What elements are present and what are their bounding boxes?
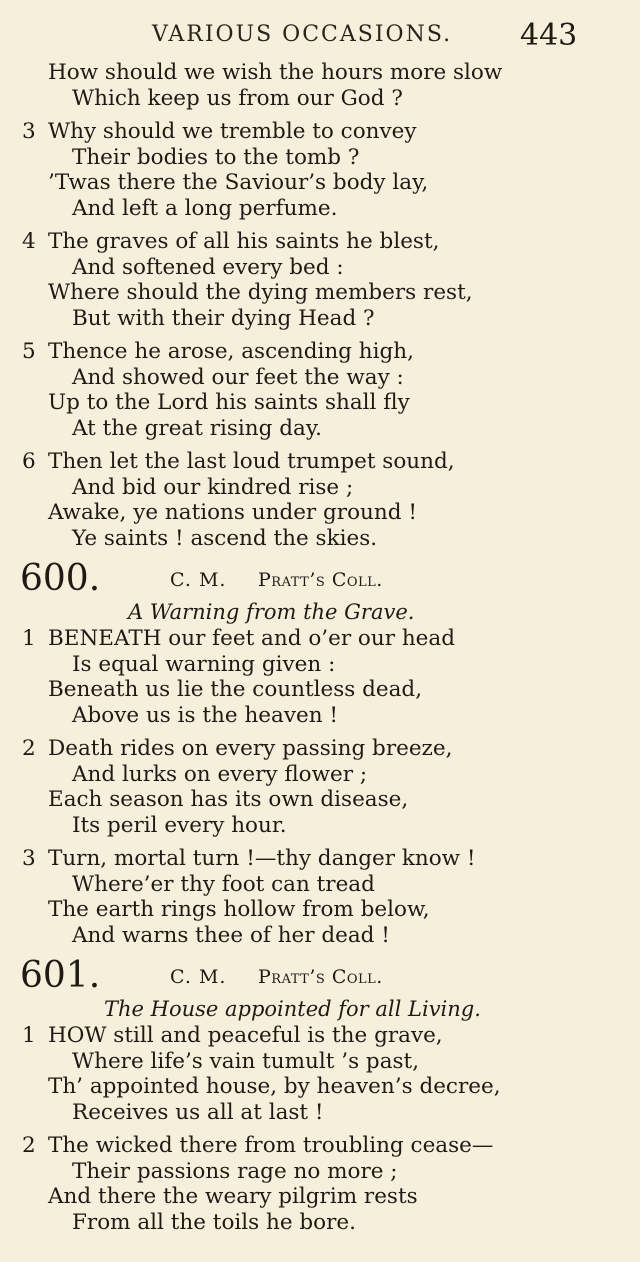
stanza-number: 1 (22, 1023, 36, 1048)
verse-line: And bid our kindred rise ; (72, 474, 354, 500)
hymn-header-600 (0, 559, 640, 599)
verse-line: And lurks on every flower ; (72, 761, 368, 787)
stanza (0, 626, 640, 728)
verse-line: And showed our feet the way : (72, 364, 404, 390)
verse-line: Ye saints ! ascend the skies. (72, 525, 378, 551)
stanza-number: 3 (22, 846, 36, 871)
verse-line: 6 Then let the last loud trumpet sound, (22, 449, 455, 474)
hymn-header-601 (0, 956, 640, 996)
stanza-number: 1 (22, 626, 36, 651)
stanza-number: 4 (22, 229, 36, 254)
verse-line: 1 BENEATH our feet and o’er our head (22, 626, 455, 651)
stanza-number: 3 (22, 119, 36, 144)
verse-line: Which keep us from our God ? (72, 85, 403, 111)
verse-line: And warns thee of her dead ! (72, 922, 390, 948)
verse-line: Where’er thy foot can tread (72, 871, 375, 897)
page-number: 443 (520, 18, 578, 53)
verse-line: Their bodies to the tomb ? (72, 144, 360, 170)
stanza-number: 5 (22, 339, 36, 364)
page-header (0, 18, 640, 58)
stanza (0, 339, 640, 441)
verse-line: 3 Why should we tremble to convey (22, 119, 417, 144)
hymn-source: Pratt’s Coll. (258, 569, 383, 591)
verse-line: 5 Thence he arose, ascending high, (22, 339, 414, 364)
hymn-subtitle: The House appointed for all Living. (104, 997, 481, 1021)
stanza (0, 119, 640, 221)
hymn-subtitle: A Warning from the Grave. (128, 600, 415, 624)
verse-line: 4 The graves of all his saints he blest, (22, 229, 440, 254)
verse-line: Is equal warning given : (72, 651, 336, 677)
verse-line: Th’ appointed house, by heaven’s decree, (48, 1074, 501, 1099)
stanza (0, 846, 640, 948)
verse-line: The earth rings hollow from below, (48, 897, 430, 922)
stanza (0, 1133, 640, 1235)
verse-line: At the great rising day. (72, 415, 322, 441)
verse-line: Beneath us lie the countless dead, (48, 677, 423, 702)
verse-line: 2 The wicked there from troubling cease— (22, 1133, 494, 1158)
verse-line: From all the toils he bore. (72, 1209, 356, 1235)
hymn-meter: C. M. (170, 966, 227, 988)
verse-line: How should we wish the hours more slow (48, 60, 503, 85)
continuation-stanza (0, 60, 640, 111)
verse-line: Their passions rage no more ; (72, 1158, 398, 1184)
hymn-source: Pratt’s Coll. (258, 966, 383, 988)
page-body (0, 60, 640, 1243)
stanza (0, 736, 640, 838)
verse-line: Where should the dying members rest, (48, 280, 473, 305)
stanza (0, 449, 640, 551)
verse-line: Its peril every hour. (72, 812, 287, 838)
stanza-number: 6 (22, 449, 36, 474)
verse-line: But with their dying Head ? (72, 305, 375, 331)
hymn-number: 600. (20, 558, 101, 599)
verse-line: 3 Turn, mortal turn !—thy danger know ! (22, 846, 476, 871)
verse-line: 1 HOW still and peaceful is the grave, (22, 1023, 443, 1048)
verse-line: And left a long perfume. (72, 195, 338, 221)
hymn-meter: C. M. (170, 569, 227, 591)
verse-line: Awake, ye nations under ground ! (48, 500, 417, 525)
verse-line: 2 Death rides on every passing breeze, (22, 736, 453, 761)
stanza-number: 2 (22, 736, 36, 761)
verse-line: And softened every bed : (72, 254, 344, 280)
verse-line: And there the weary pilgrim rests (48, 1184, 418, 1209)
running-title: VARIOUS OCCASIONS. (152, 22, 453, 47)
verse-line: Receives us all at last ! (72, 1099, 324, 1125)
stanza (0, 1023, 640, 1125)
verse-line: Up to the Lord his saints shall fly (48, 390, 410, 415)
verse-line: Above us is the heaven ! (72, 702, 339, 728)
stanza-number: 2 (22, 1133, 36, 1158)
verse-line: Each season has its own disease, (48, 787, 409, 812)
verse-line: ’Twas there the Saviour’s body lay, (48, 170, 429, 195)
verse-line: Where life’s vain tumult ’s past, (72, 1048, 420, 1074)
stanza (0, 229, 640, 331)
hymn-number: 601. (20, 955, 101, 996)
